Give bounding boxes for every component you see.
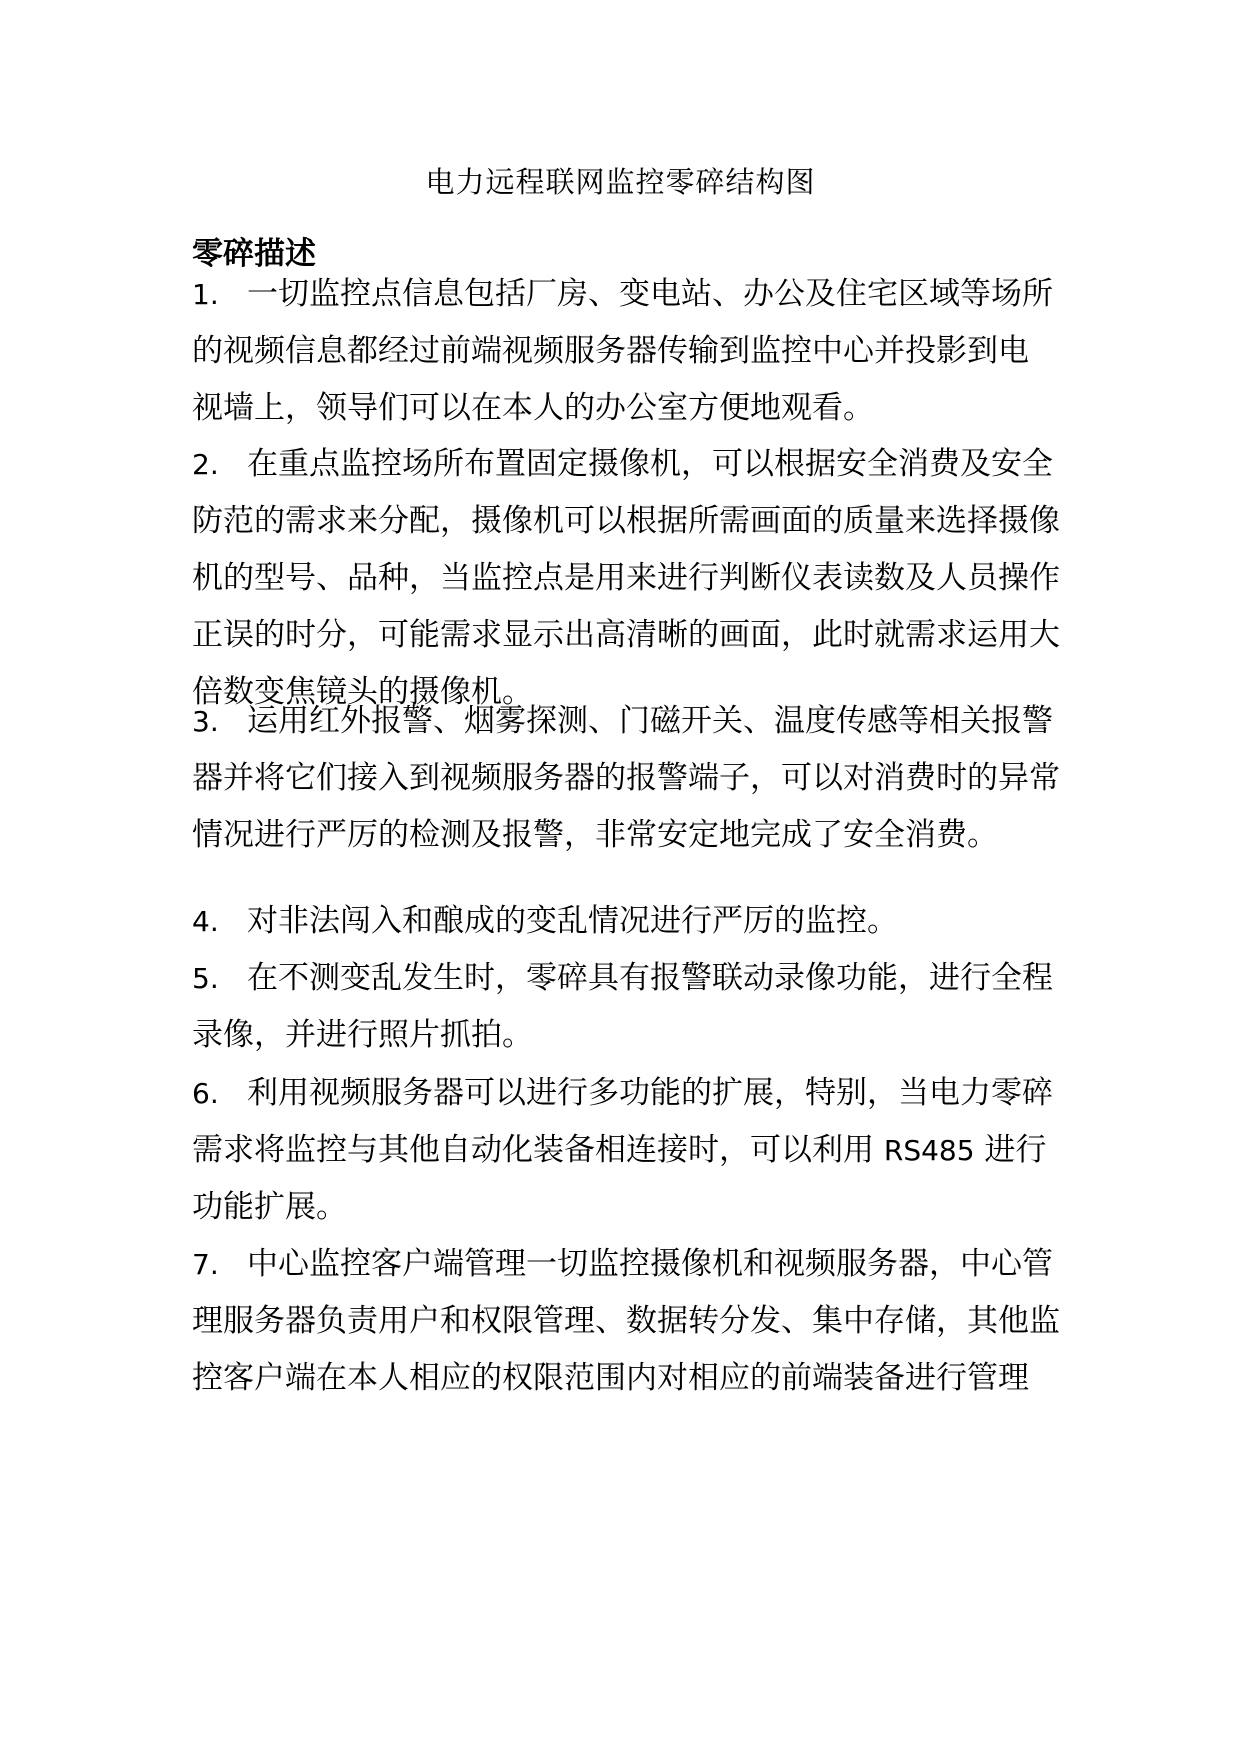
list-item-line [192,756,1060,800]
list-item-line [192,1356,1029,1400]
list-item-text: 视墙上，领导们可以在本人的办公室方便地观看。 [192,390,874,426]
list-item-text: 的视频信息都经过前端视频服务器传输到监控中心并投影到电 [192,333,1029,369]
list-item-line [192,329,1029,373]
list-item-text: 中心监控客户端管理一切监控摄像机和视频服务器，中心管 [247,1246,1053,1282]
list-item-line [192,499,1060,543]
list-item-line [192,1242,1053,1287]
list-item-text: 一切监控点信息包括厂房、变电站、办公及住宅区域等场所 [247,276,1053,312]
list-item-line [192,613,1060,657]
list-item-line [192,1013,533,1057]
list-item-text: 在重点监控场所布置固定摄像机，可以根据安全消费及安全 [247,446,1053,482]
list-item-number: 1. [192,278,219,311]
list-item-number: 5. [192,962,219,995]
list-item-text: 利用视频服务器可以进行多功能的扩展，特别，当电力零碎 [247,1075,1053,1111]
list-item-line [192,1071,1053,1116]
list-item-text: 录像，并进行照片抓拍。 [192,1017,533,1053]
list-item-text: 功能扩展。 [192,1189,347,1225]
list-item-text: 对非法闯入和酿成的变乱情况进行严厉的监控。 [247,903,898,939]
list-item-number: 7. [192,1248,219,1281]
list-item-number: 3. [192,705,219,738]
list-item-number: 2. [192,448,219,481]
list-item-text: 防范的需求来分配，摄像机可以根据所需画面的质量来选择摄像 [192,503,1060,539]
list-item-line [192,1299,1060,1343]
list-item-text: 情况进行严厉的检测及报警，非常安定地完成了安全消费。 [192,817,998,853]
list-item-text: 理服务器负责用户和权限管理、数据转分发、集中存储，其他监 [192,1303,1060,1339]
list-item-text: 器并将它们接入到视频服务器的报警端子，可以对消费时的异常 [192,760,1060,796]
page-title: 电力远程联网监控零碎结构图 [425,165,816,199]
list-item-line [192,899,898,944]
list-item-text: 倍数变焦镜头的摄像机。 [192,674,533,710]
list-item-line [192,956,1053,1001]
list-item-line [192,1128,1046,1173]
list-item-number: 4. [192,905,219,938]
list-item-text: 需求将监控与其他自动化装备相连接时，可以利用 RS485 进行 [192,1132,1047,1168]
list-item-number: 6. [192,1077,219,1110]
list-item-text: 机的型号、品种，当监控点是用来进行判断仪表读数及人员操作 [192,560,1060,596]
list-item-text: 运用红外报警、烟雾探测、门磁开关、温度传感等相关报警 [247,703,1053,739]
list-item-text: 正误的时分，可能需求显示出高清晰的画面，此时就需求运用大 [192,617,1060,653]
list-item-line [192,442,1053,487]
list-item-text: 控客户端在本人相应的权限范围内对相应的前端装备进行管理 [192,1360,1029,1396]
list-item-text: 在不测变乱发生时，零碎具有报警联动录像功能，进行全程 [247,960,1053,996]
list-item-line [192,1185,347,1229]
list-item-line [192,556,1060,600]
list-item-line [192,699,1053,744]
list-item-line [192,813,998,857]
section-heading: 零碎描述 [192,236,316,272]
list-item-line [192,386,874,430]
list-item-line [192,272,1053,317]
